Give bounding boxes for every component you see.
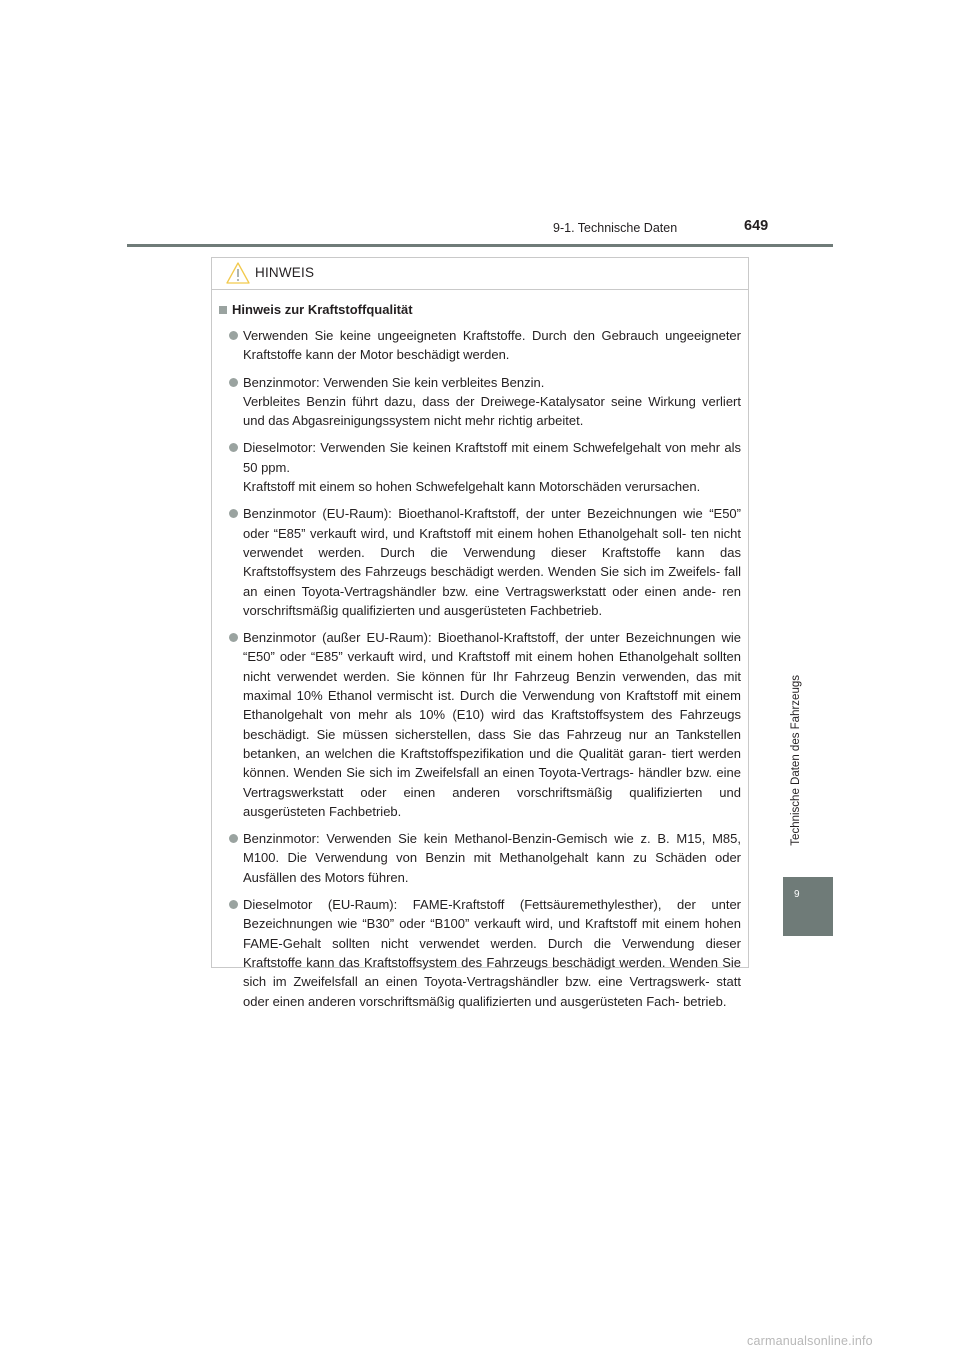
list-item xyxy=(219,438,741,496)
list-item-text: Kraftstoff mit einem so hohen Schwefelgehalt kann Motorschäden verursachen. xyxy=(243,479,701,495)
list-item-text: Dieselmotor: Verwenden Sie keinen Kraftstoff mit einem Schwefelgehalt von mehr als 50 ppm. xyxy=(243,440,741,475)
notice-list xyxy=(219,326,741,1011)
list-item-text: Verwenden Sie keine ungeeigneten Kraftstoffe. Durch den Gebrauch ungeeigneter Kraftstoffe kann der Motor beschädigt werden. xyxy=(243,328,741,363)
chapter-title: Technische Daten des Fahrzeugs xyxy=(790,674,802,846)
list-item-text: Benzinmotor: Verwenden Sie kein Methanol-Benzin-Gemisch wie z. B. M15, M85, M100. Die Verwendung von Benzin mit Methanolgehalt kann zu Schäden oder Ausfällen des Motors führen. xyxy=(243,831,741,885)
notice-title: HINWEIS xyxy=(255,265,315,280)
section-title: 9-1. Technische Daten xyxy=(553,221,678,235)
bullet-icon xyxy=(229,834,238,843)
list-item-text: Benzinmotor (EU-Raum): Bioethanol-Kraftstoff, der unter Bezeichnungen wie “E50” oder “E85” verkauft wird, und Kraftstoff mit einem hohen Ethanolgehalt soll- ten nicht verwendet werden. Durch die Verwendung dieser Kraftstoffe kann das Kraftstoffsystem des Fahrzeugs beschädigt werden. Wenden Sie sich im Zweifels- fall an einen Toyota-Vertragshändler bzw. eine Vertragswerkstatt oder einen ande- ren vorschriftsmäßig qualifizierten und ausgerüsteten Fachbetrieb. xyxy=(243,506,741,618)
subheading-text: Hinweis zur Kraftstoffqualität xyxy=(232,302,413,317)
bullet-icon xyxy=(229,378,238,387)
page-number: 649 xyxy=(744,218,769,234)
list-item-text: Benzinmotor (außer EU-Raum): Bioethanol-Kraftstoff, der unter Bezeichnungen wie “E50” oder “E85” verkauft wird, und Kraftstoff mit einem hohen Ethanolgehalt sollten nicht verwendet werden. Sie können für Ihr Fahrzeug Benzin verwenden, das mit maximal 10% Ethanol vermischt ist. Durch die Verwendung von Kraftstoff mit einem Ethanolgehalt von mehr als 10% (E10) wird das Kraftstoffsystem des Fahrzeugs beschädigt. Sie müssen sicherstellen, dass Sie das Fahrzeug nur an Tankstellen betanken, an welchen die Kraftstoffspezifikation und die Qualität garan- tiert werden können. Wenden Sie sich im Zweifelsfall an einen Toyota-Vertrags- händler bzw. eine Vertragswerkstatt oder einen anderen vorschriftsmäßig qualifizierten und ausgerüsteten Fachbetrieb. xyxy=(243,630,741,819)
list-item xyxy=(219,829,741,887)
list-item xyxy=(219,373,741,431)
chapter-number: 9 xyxy=(794,889,800,900)
chapter-tab[interactable] xyxy=(783,877,833,936)
notice-header xyxy=(212,258,748,290)
bullet-icon xyxy=(229,331,238,340)
bullet-icon xyxy=(229,443,238,452)
warning-triangle-icon xyxy=(225,261,251,285)
header-divider xyxy=(127,244,833,247)
square-bullet-icon xyxy=(219,306,227,314)
list-item xyxy=(219,895,741,1011)
bullet-icon xyxy=(229,509,238,518)
subheading xyxy=(219,302,741,317)
list-item xyxy=(219,326,741,365)
list-item-text: Verbleites Benzin führt dazu, dass der Dreiwege-Katalysator seine Wirkung verliert und das Abgasreinigungssystem nicht mehr richtig arbeitet. xyxy=(243,393,741,429)
notice-box xyxy=(211,257,749,1009)
list-item xyxy=(219,628,741,821)
watermark: carmanualsonline.info xyxy=(747,1334,873,1348)
notice-body xyxy=(212,290,748,1011)
bullet-icon xyxy=(229,633,238,642)
list-item-text: Benzinmotor: Verwenden Sie kein verbleites Benzin. xyxy=(243,374,545,390)
bullet-icon xyxy=(229,900,238,909)
list-item-text: Dieselmotor (EU-Raum): FAME-Kraftstoff (Fettsäuremethylesther), der unter Bezeichnungen wie “B30” oder “B100” verkauft wird, und Kraftstoff mit einem hohen FAME-Gehalt sollten nicht verwendet werden. Durch die Verwendung dieser Kraftstoffe kann das Kraftstoffsystem des Fahrzeugs beschädigt werden. Wenden Sie sich im Zweifelsfall an einen Toyota-Vertragshändler bzw. eine Vertragswerk- statt oder einen anderen vorschriftsmäßig qualifizierten und ausgerüsteten Fach- betrieb. xyxy=(243,897,741,1009)
list-item xyxy=(219,504,741,620)
chapter-side-label xyxy=(784,660,808,860)
